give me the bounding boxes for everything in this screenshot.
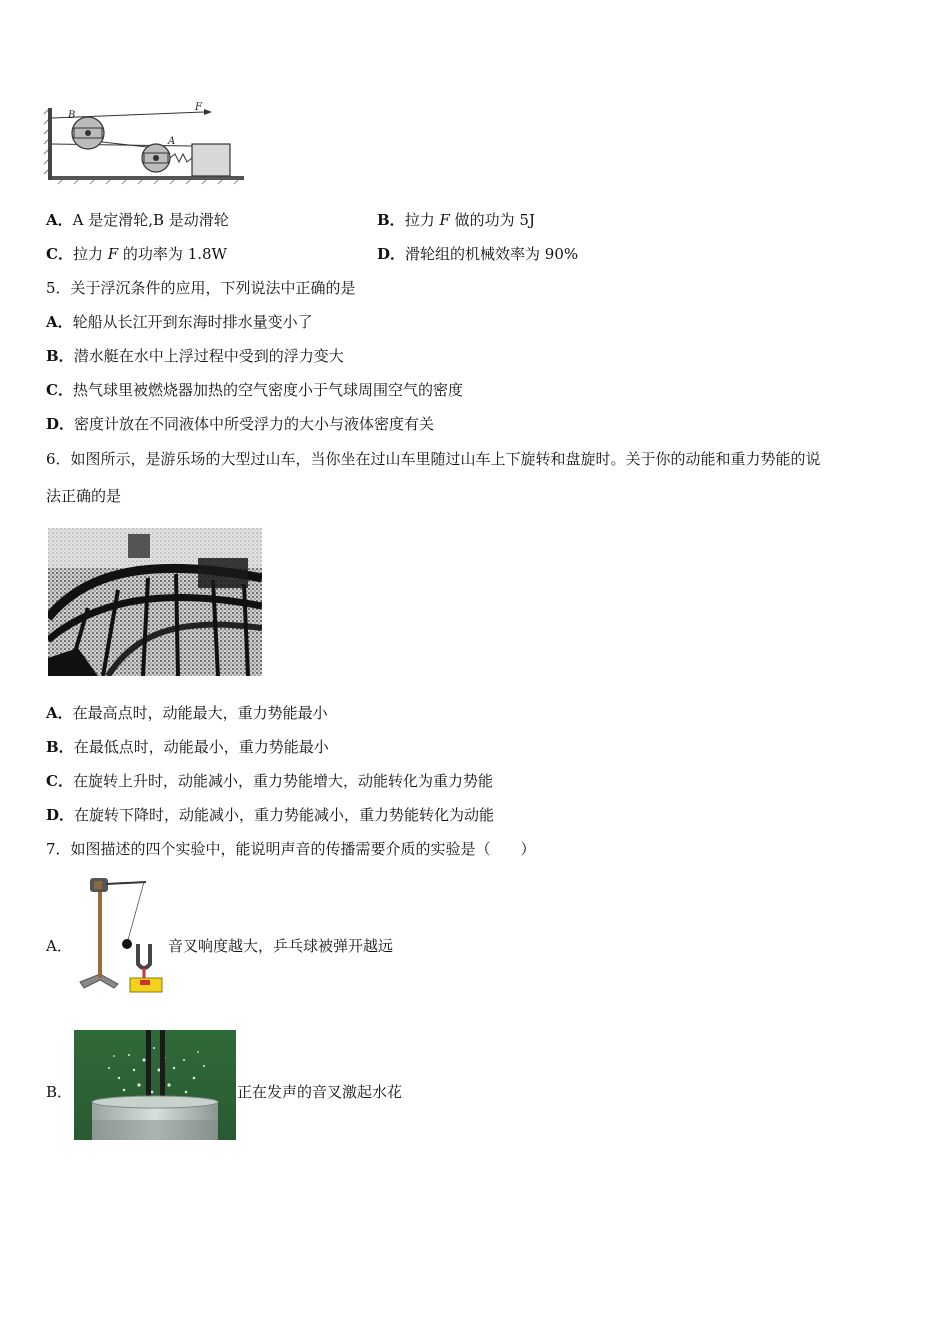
- q5-option-c[interactable]: C．热气球里被燃烧器加热的空气密度小于气球周围空气的密度: [46, 381, 463, 399]
- q7-option-b-label[interactable]: B．: [46, 1083, 73, 1101]
- q7-option-a-label[interactable]: A．: [46, 937, 72, 955]
- roller-coaster-photo: [48, 528, 262, 676]
- q5-option-d[interactable]: D．密度计放在不同液体中所受浮力的大小与液体密度有关: [46, 415, 435, 433]
- q5-stem: 5．关于浮沉条件的应用，下列说法中正确的是: [46, 279, 356, 297]
- tuning-fork-pingpong-figure: [76, 872, 166, 996]
- q6-option-d[interactable]: D．在旋转下降时，动能减小，重力势能减小，重力势能转化为动能: [46, 806, 495, 824]
- q6-stem-line-1: 6．如图所示，是游乐场的大型过山车，当你坐在过山车里随过山车上下旋转和盘旋时。关于你的动能和重力势能的说: [46, 450, 821, 468]
- label-a: A: [168, 136, 176, 147]
- q7-option-b-text: 正在发声的音叉激起水花: [237, 1083, 403, 1101]
- q4-option-b[interactable]: B．拉力 F 做的功为 5J: [377, 211, 535, 229]
- q7-option-a-text: 音叉响度越大，乒乓球被弹开越远: [168, 937, 394, 955]
- q4-option-c[interactable]: C．拉力 F 的功率为 1.8W: [46, 245, 227, 263]
- q6-stem-line-2: 法正确的是: [46, 487, 122, 505]
- q4-option-d[interactable]: D．滑轮组的机械效率为 90%: [377, 245, 579, 263]
- tuning-fork-water-photo: [74, 1030, 236, 1140]
- label-b: B: [68, 110, 76, 121]
- pulley-figure: [44, 100, 246, 186]
- q5-option-a[interactable]: A．轮船从长江开到东海时排水量变小了: [46, 313, 313, 331]
- q6-option-b[interactable]: B．在最低点时，动能最小，重力势能最小: [46, 738, 329, 756]
- q7-stem: 7．如图描述的四个实验中，能说明声音的传播需要介质的实验是（ ）: [46, 840, 536, 858]
- q5-option-b[interactable]: B．潜水艇在水中上浮过程中受到的浮力变大: [46, 347, 344, 365]
- q6-option-c[interactable]: C．在旋转上升时，动能减小，重力势能增大，动能转化为重力势能: [46, 772, 493, 790]
- label-f: F: [195, 102, 202, 113]
- q6-option-a[interactable]: A．在最高点时，动能最大，重力势能最小: [46, 704, 328, 722]
- q4-option-a[interactable]: A．A 是定滑轮,B 是动滑轮: [46, 211, 229, 229]
